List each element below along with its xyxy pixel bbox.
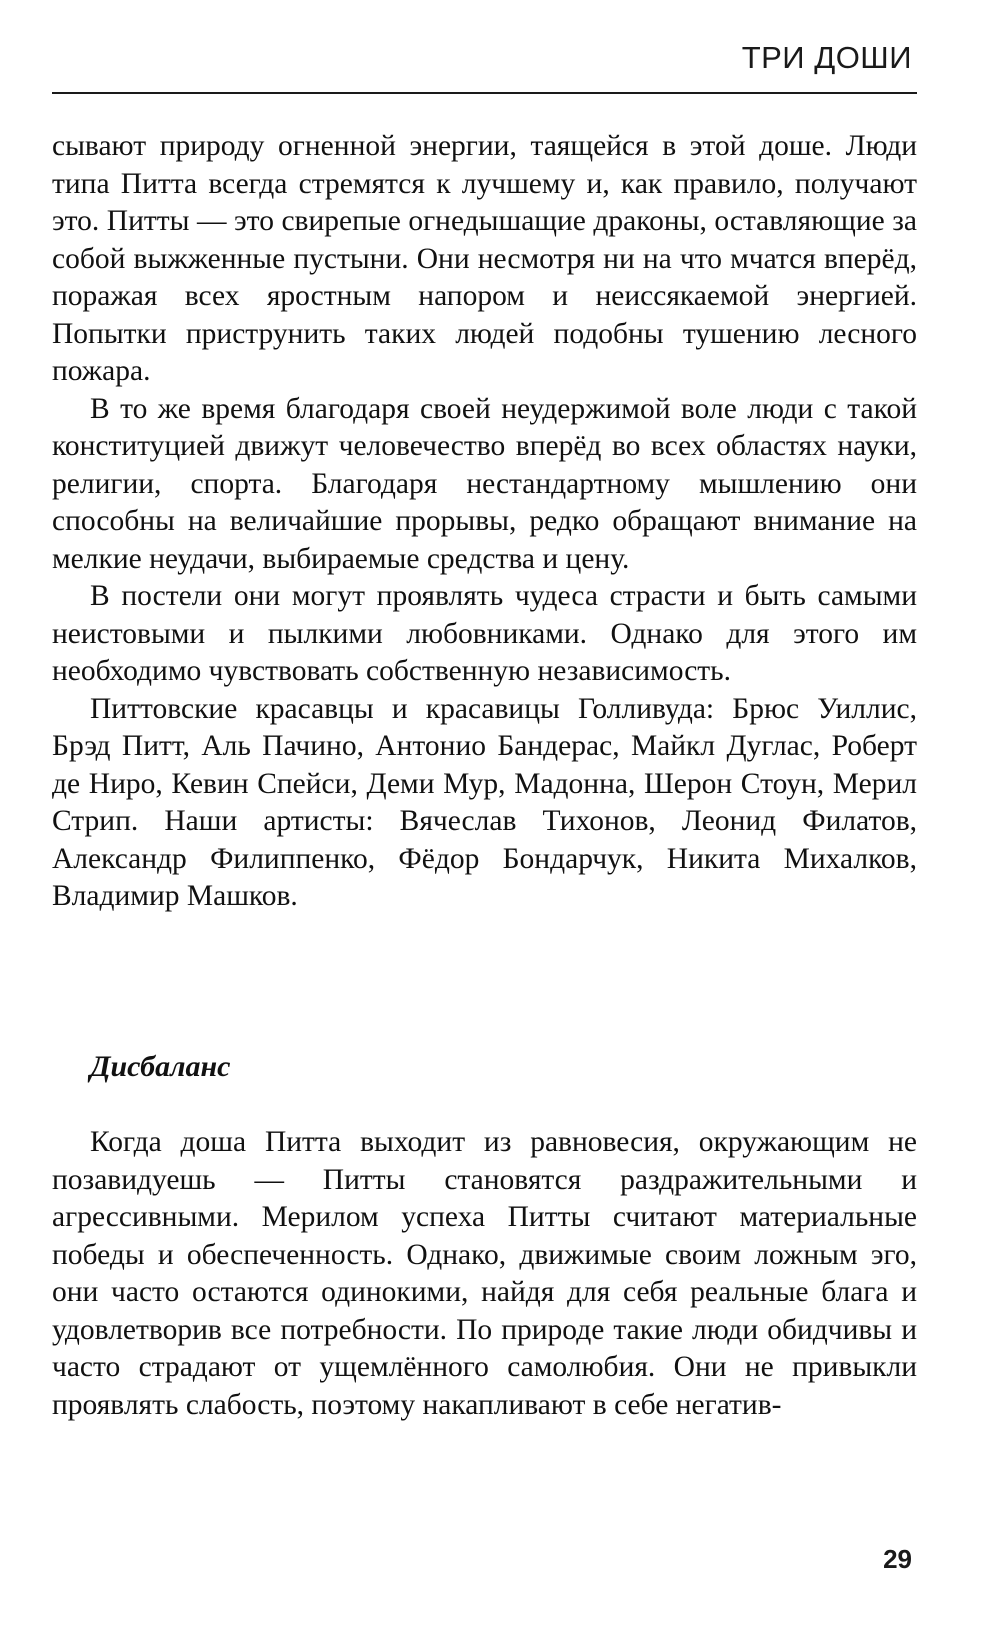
- paragraph: Питтовские красавцы и красавицы Голливуда: Брюс Уиллис, Брэд Питт, Аль Пачино, Антонио Бандерас, Майкл Дуглас, Роберт де Ниро, Кевин Спейси, Деми Мур, Мадонна, Шерон Стоун, Мерил Стрип. Наши артисты: Вячеслав Тихонов, Леонид Филатов, Александр Филиппенко, Фёдор Бондарчук, Никита Михалков, Владимир Машков.: [52, 692, 917, 912]
- paragraph: Когда доша Питта выходит из равновесия, окружающим не позавидуешь — Питты становятся раздражительными и агрессивными. Мерилом успеха Питты считают материальные победы и обеспеченность. Однако, движимые своим ложным эго, они часто остаются одинокими, найдя для себя реальные блага и удовлетворив все потребности. По природе такие люди обидчивы и часто страдают от ущемлённого самолюбия. Они не привыкли проявлять слабость, поэтому накапливают в себе негатив-: [52, 1126, 917, 1421]
- running-head-title: ТРИ ДОШИ: [741, 40, 912, 75]
- section-heading: Дисбаланс: [90, 1050, 231, 1083]
- page-number: 29: [883, 1544, 912, 1574]
- section-pitta-description: [52, 128, 917, 916]
- paragraph-continuation: сывают природу огненной энергии, таящейся в этой доше. Люди типа Питта всегда стремятся к лучшему и, как правило, получают это. Питты — это свирепые огнедышащие драконы, оставляющие за собой выжженные пустыни. Они несмотря ни на что мчатся вперёд, поражая всех яростным напором и неиссякаемой энергией. Попытки приструнить таких людей подобны тушению лесного пожара.: [52, 130, 917, 387]
- header-divider: [52, 92, 917, 94]
- paragraph: В постели они могут проявлять чудеса страсти и быть самыми неистовыми и пылкими любовниками. Однако для этого им необходимо чувствовать собственную независимость.: [52, 580, 917, 687]
- section-imbalance: [52, 1124, 917, 1424]
- paragraph: В то же время благодаря своей неудержимой воле люди с такой конституцией движут человечество вперёд во всех областях науки, религии, спорта. Благодаря нестандартному мышлению они способны на величайшие прорывы, редко обращают внимание на мелкие неудачи, выбираемые средства и цену.: [52, 392, 917, 575]
